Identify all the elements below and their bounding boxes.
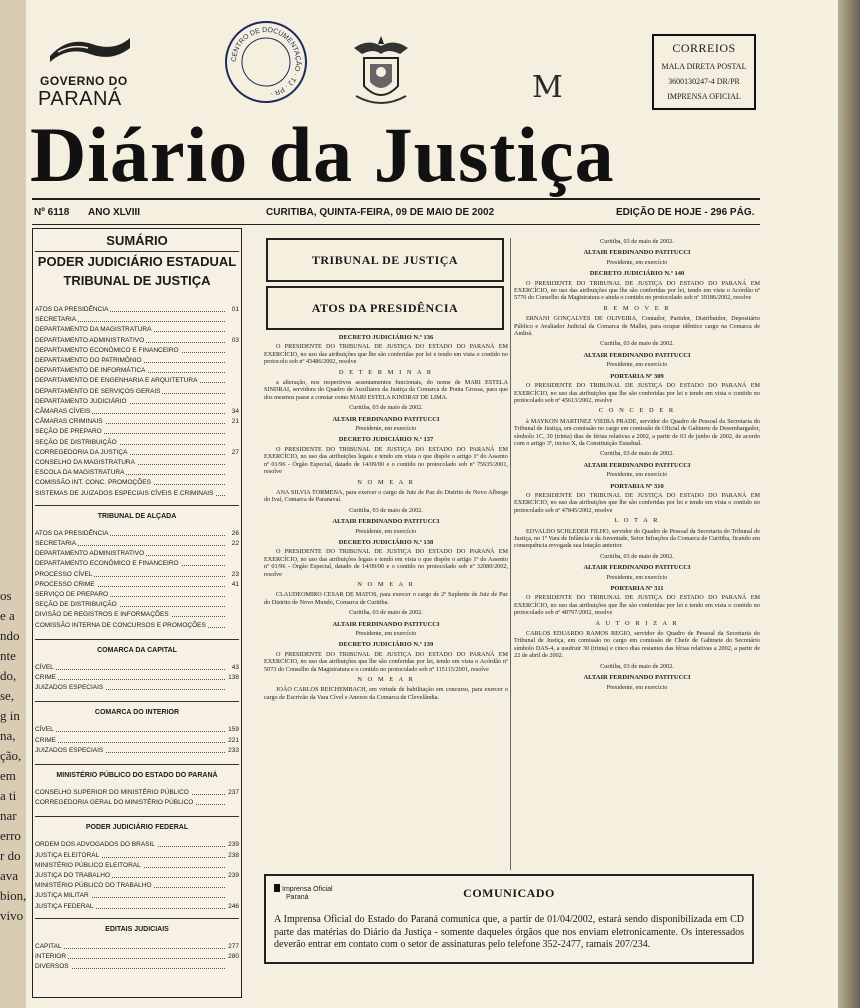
- tribunal-de-justica-heading: TRIBUNAL DE JUSTIÇA: [266, 238, 504, 282]
- portaria-310-title: PORTARIA Nº 310: [610, 482, 664, 490]
- summary-entry-page: 23: [231, 570, 239, 578]
- summary-entry-label: COMISSÃO INTERNA DE CONCURSOS E PROMOÇÕES: [35, 621, 206, 629]
- summary-entry-label: ESCOLA DA MAGISTRATURA: [35, 469, 125, 477]
- summary-entry[interactable]: [35, 942, 239, 952]
- summary-entry-label: DEPARTAMENTO DE ENGENHARIA E ARQUITETURA: [35, 377, 198, 385]
- column-divider: [510, 238, 511, 870]
- decree-138-signer: ALTAIR FERDINANDO PATITUCCI: [332, 620, 440, 628]
- summary-entry-label: MINISTÉRIO PÚBLICO ELEITORAL: [35, 861, 141, 869]
- portaria-311-title: PORTARIA Nº 311: [610, 585, 664, 593]
- summary-entry-label: SEÇÃO DE DISTRIBUIÇÃO: [35, 601, 117, 609]
- summary-entry-label: JUIZADOS ESPECIAIS: [35, 746, 104, 754]
- summary-entry-page: 277: [228, 942, 239, 950]
- summary-entry-label: DEPARTAMENTO DE SERVIÇOS GERAIS: [35, 387, 161, 395]
- decree-137-date: Curitiba, 03 de maio de 2002.: [349, 506, 423, 514]
- right-column: [514, 238, 760, 691]
- decree-139-title: DECRETO JUDICIÁRIO N.º 139: [338, 641, 434, 649]
- imprensa-logo-line2: Paraná: [286, 894, 309, 901]
- portaria-311-date: Curitiba, 03 de maio de 2002.: [600, 662, 674, 670]
- summary-entry-label: ATOS DA PRESIDÊNCIA: [35, 529, 109, 537]
- summary-entry-label: PROCESSO CÍVEL: [35, 570, 93, 578]
- summary-entry-label: SISTEMAS DE JUIZADOS ESPECIAIS CÍVEIS E CRIMINAIS: [35, 489, 214, 497]
- edge-text-fragment: erro: [0, 828, 21, 843]
- summary-entry[interactable]: [35, 621, 239, 631]
- summary-entry-label: JUSTIÇA DO TRABALHO: [35, 872, 111, 879]
- summary-entry[interactable]: [35, 356, 239, 366]
- edge-text-fragment: em: [0, 768, 16, 783]
- decree-137-text: O PRESIDENTE DO TRIBUNAL DE JUSTIÇA DO ESTADO DO PARANÁ EM EXERCÍCIO, no uso das atribuições legais e tendo em vista o que dispõe o artigo 1º do Assento nº 01/96 - Órgão Especial, datado de 14/09/00 e o contido no protocolado sob nº 75635/2001, resolve: [264, 445, 508, 476]
- summary-entry-label: JUSTIÇA MILITAR: [35, 892, 89, 900]
- summary-entry-page: 138: [228, 674, 239, 681]
- summary-divider: [35, 701, 239, 702]
- header-rule-bottom: [32, 224, 760, 225]
- summary-entry[interactable]: [35, 376, 239, 386]
- summary-title: SUMÁRIO: [106, 233, 168, 248]
- summary-entry-label: CORREGEDORIA GERAL DO MINISTÉRIO PÚBLICO: [35, 799, 194, 807]
- portaria-309-signer: ALTAIR FERDINANDO PATITUCCI: [583, 461, 691, 469]
- edge-text-fragment: vivo: [0, 908, 24, 923]
- summary-entry-label: JUIZADOS ESPECIAIS: [35, 684, 104, 692]
- decree-136-signer-role: Presidente, em exercício: [355, 425, 417, 433]
- edge-text-fragment: r do: [0, 848, 21, 863]
- summary-entry-page: 239: [228, 841, 239, 849]
- summary-entry-label: ATOS DA PRESIDÊNCIA: [35, 306, 109, 313]
- summary-entry[interactable]: [35, 962, 239, 972]
- summary-entry-label: DEPARTAMENTO DA MAGISTRATURA: [35, 326, 152, 334]
- coat-of-arms-icon: [348, 34, 414, 112]
- summary-entry[interactable]: [35, 468, 239, 478]
- decree-139-body: JOÃO CARLOS REICHEMBACH, em virtude de habilitação em concurso, para exercer o cargo de Escrivão da Vara Cível e Anexos da Comarca de Clevelândia.: [264, 686, 508, 701]
- summary-entry[interactable]: [35, 590, 239, 600]
- summary-entry[interactable]: [35, 891, 239, 901]
- correios-title: CORREIOS: [672, 41, 736, 55]
- binding-shadow: [838, 0, 860, 1008]
- issue-info-bar: [32, 204, 760, 222]
- gov-logo-line1: GOVERNO DO: [40, 74, 128, 88]
- decree-136-body: a alteração, nos respectivos assentamentos funcionais, do nome de MARI ESTELA SINDRAI, servidora do Quadro de Auxiliares da Justiça da Comarca de Ponta Grossa, para que dos mesmos passe a constar como MARI ESTELA KINDRAT DE LIMA.: [264, 379, 508, 401]
- decree-136-signer: ALTAIR FERDINANDO PATITUCCI: [332, 415, 440, 423]
- summary-entry-page: 01: [231, 306, 239, 313]
- summary-entry[interactable]: [35, 673, 239, 683]
- summary-divider: [35, 505, 239, 506]
- correios-line2: MALA DIRETA POSTAL: [661, 62, 747, 71]
- center-column: [264, 330, 508, 704]
- decree-140-text: O PRESIDENTE DO TRIBUNAL DE JUSTIÇA DO ESTADO DO PARANÁ EM EXERCÍCIO, no uso das atribuições que lhe são conferidas por lei, tendo em vista o Acórdão nº 5776 do Conselho da Magistratura e ainda o contido no protocolado sob nº 39186/2002, resolve: [514, 279, 760, 302]
- masthead-title: Diário da Justiça: [30, 111, 615, 198]
- issue-date: CURITIBA, QUINTA-FEIRA, 09 DE MAIO DE 2002: [266, 207, 495, 218]
- summary-entry[interactable]: [35, 366, 239, 376]
- summary-entry-label: PROCESSO CRIME: [35, 580, 95, 588]
- summary-entry[interactable]: [35, 952, 239, 962]
- summary-divider: [35, 639, 239, 640]
- summary-divider: [35, 251, 239, 252]
- decree-137-action: N O M E A R: [357, 478, 415, 486]
- summary-entry[interactable]: [35, 407, 239, 417]
- summary-entry-label: DEPARTAMENTO ECONÔMICO E FINANCEIRO: [35, 346, 179, 354]
- summary-entry-page: 03: [231, 336, 239, 344]
- previous-page-edge: [0, 0, 26, 1008]
- summary-entry-label: DIVERSOS: [35, 963, 69, 971]
- summary-sidebar: [32, 228, 242, 998]
- edge-text-fragment: nte: [0, 648, 16, 663]
- portaria-311-signer: ALTAIR FERDINANDO PATITUCCI: [583, 674, 691, 682]
- decree-137-title: DECRETO JUDICIÁRIO N.º 137: [338, 436, 434, 444]
- summary-entry-label: JUSTIÇA FEDERAL: [35, 902, 94, 910]
- leader-dots: [35, 742, 225, 743]
- right-date-0: Curitiba, 03 de maio de 2002.: [600, 238, 674, 245]
- summary-entry-page: 41: [231, 580, 239, 588]
- summary-entry-label: DEPARTAMENTO DO PATRIMÔNIO: [35, 357, 142, 364]
- summary-entry-label: CRIME: [35, 736, 56, 744]
- decree-137-signer: ALTAIR FERDINANDO PATITUCCI: [332, 518, 440, 526]
- edge-text-fragment: nar: [0, 808, 17, 823]
- portaria-309-date: Curitiba, 03 de maio de 2002.: [600, 450, 674, 458]
- summary-entry-label: SERVIÇO DE PREPARO: [35, 591, 109, 598]
- summary-divider: [35, 918, 239, 919]
- leader-dots: [35, 731, 225, 732]
- edition-pages: EDIÇÃO DE HOJE - 296 PÁG.: [616, 207, 755, 218]
- summary-entry-page: 233: [228, 746, 239, 754]
- summary-entry-label: CÂMARAS CRIMINAIS: [35, 418, 103, 426]
- portaria-310-date: Curitiba, 03 de maio de 2002.: [600, 552, 674, 560]
- summary-entry-page: 21: [231, 418, 239, 426]
- decree-137-signer-role: Presidente, em exercício: [355, 527, 417, 535]
- summary-entry-page: 239: [228, 872, 239, 879]
- summary-entry[interactable]: [35, 417, 239, 427]
- summary-entry[interactable]: [35, 746, 239, 756]
- summary-entry[interactable]: [35, 663, 239, 673]
- summary-entry-label: INTERIOR: [35, 953, 67, 960]
- decree-140-date: Curitiba, 03 de maio de 2002.: [600, 340, 674, 348]
- decree-138-date: Curitiba, 03 de maio de 2002.: [349, 609, 423, 617]
- edge-text-fragment: ção,: [0, 748, 22, 763]
- summary-entry-page: 221: [228, 736, 239, 744]
- portaria-310-body: EDVALDO SCHLEDER FILHO, servidor do Quadro de Pessoal da Secretaria do Tribunal de Justiça, no 1º Vara de Infância e da Juventude, Setor Infrações da Comarca de Curitiba, ficando em consequência revogada sua lotação anterior.: [514, 527, 760, 550]
- portaria-309-text: O PRESIDENTE DO TRIBUNAL DE JUSTIÇA DO ESTADO DO PARANÁ EM EXERCÍCIO, no uso das atribuições que lhe são conferidas por lei e tendo em vista o contido no protocolado sob nº 45613/2002, resolve: [514, 382, 760, 404]
- summary-entry-page: 237: [228, 789, 239, 796]
- summary-entry[interactable]: [35, 580, 239, 590]
- parana-flag-icon: [48, 34, 132, 64]
- documentation-stamp-icon: [224, 20, 308, 104]
- summary-entry-page: 27: [231, 448, 239, 456]
- svg-text:CENTRO DE DOCUMENTAÇÃO · TJ ·: CENTRO DE DOCUMENTAÇÃO · TJ · PR ·: [230, 26, 302, 97]
- summary-entry-page: 159: [228, 726, 239, 734]
- summary-entry[interactable]: [35, 325, 239, 335]
- atos-da-presidencia-heading: ATOS DA PRESIDÊNCIA: [266, 286, 504, 330]
- summary-entry-page: 280: [228, 953, 239, 960]
- summary-entry[interactable]: [35, 902, 239, 912]
- portaria-310-text: O PRESIDENTE DO TRIBUNAL DE JUSTIÇA DO ESTADO DO PARANÁ EM EXERCÍCIO, no uso das atribuições que lhe são conferidas por lei e tendo em vista o contido no protocolado sob nº 47845/2002, resolve: [514, 491, 760, 514]
- decree-139-signer: ALTAIR FERDINANDO PATITUCCI: [583, 249, 691, 257]
- portaria-310-signer-role: Presidente, em exercício: [606, 573, 668, 581]
- summary-entry-label: DEPARTAMENTO ECONÔMICO E FINANCEIRO: [35, 560, 179, 568]
- decree-138-signer-role: Presidente, em exercício: [355, 630, 417, 637]
- summary-entry[interactable]: [35, 798, 239, 808]
- summary-entry-label: DEPARTAMENTO JUDICIÁRIO: [35, 397, 127, 405]
- summary-divider: [35, 764, 239, 765]
- summary-entry-page: 22: [231, 540, 239, 547]
- decree-138-action: N O M E A R: [357, 580, 415, 588]
- portaria-309-action: C O N C E D E R: [598, 407, 676, 415]
- decree-136-title: DECRETO JUDICIÁRIO N.º 136: [338, 334, 434, 341]
- summary-section-title: MINISTÉRIO PÚBLICO DO ESTADO DO PARANÁ: [56, 772, 218, 779]
- summary-entry[interactable]: [35, 725, 239, 735]
- decree-139-text: O PRESIDENTE DO TRIBUNAL DE JUSTIÇA DO ESTADO DO PARANÁ EM EXERCÍCIO, no uso das atribuições que lhe são conferidas por lei, tendo em vista o Acórdão nº 5073 do Conselho da Magistratura e o contido no protocolado sob nº 115115/2001, resolve: [264, 650, 508, 673]
- summary-entry[interactable]: [35, 489, 239, 499]
- summary-entry[interactable]: [35, 346, 239, 356]
- summary-entry-label: ORDEM DOS ADVOGADOS DO BRASIL: [35, 841, 155, 849]
- portaria-310-action: L O T A R: [614, 517, 660, 525]
- decree-137-body: ANA SILVIA TORMENA, para exercer o cargo de Juiz de Paz do Distrito de Novo Alberge do Ivaí, Comarca de Paranavaí.: [264, 488, 508, 504]
- summary-entry[interactable]: [35, 840, 239, 850]
- summary-entry-label: CÍVEL: [35, 663, 54, 671]
- portaria-309-body: à MAYKON MARTINEZ VIEIRA PRADE, servidor do Quadro de Pessoal da Secretaria do Tribunal de Justiça, em comissão no cargo em comissão de Oficial de Gabinete de Desembargador, símbolo 1C, 30 (trinta) dias de férias relativas a 2002, a partir de 03 de junho de 2002, de acordo com o artigo 3º, inciso X, da Constituição Estadual.: [514, 417, 760, 447]
- decree-139-signer-role: Presidente, em exercício: [606, 258, 668, 266]
- summary-section-title: COMARCA DA CAPITAL: [97, 646, 177, 654]
- summary-entry[interactable]: [35, 387, 239, 397]
- decree-140-action: R E M O V E R: [603, 304, 671, 312]
- summary-entry[interactable]: [35, 736, 239, 746]
- portaria-310-signer: ALTAIR FERDINANDO PATITUCCI: [583, 564, 691, 572]
- imprensa-logo-line1: Imprensa Oficial: [282, 886, 333, 893]
- summary-entry-label: CONSELHO SUPERIOR DO MINISTÉRIO PÚBLICO: [35, 789, 189, 796]
- summary-divider: [35, 816, 239, 817]
- summary-entry-page: 26: [231, 529, 239, 537]
- decree-140-body: ERNANI GONÇALVES DE OLIVEIRA, Contador, Partidor, Distribuidor, Depositário Público e Avaliador Judicial da Comarca de Mallet, para ocupar idêntico cargo na Comarca de Andirá.: [514, 315, 760, 338]
- summary-entry[interactable]: [35, 336, 239, 346]
- edge-text-fragment: ndo: [0, 628, 20, 643]
- portaria-311-text: O PRESIDENTE DO TRIBUNAL DE JUSTIÇA DO ESTADO DO PARANÁ EM EXERCÍCIO, no uso das atribuições que lhe são conferidas por lei e tendo em vista o contido no protocolado sob nº 48797/2002, resolve: [514, 594, 760, 617]
- summary-entry[interactable]: [35, 438, 239, 448]
- gov-logo-line2: PARANÁ: [38, 88, 122, 110]
- decree-140-signer-role: Presidente, em exercício: [606, 361, 668, 369]
- leader-dots: [35, 669, 225, 670]
- summary-entry-label: COMISSÃO INT. CONC. PROMOÇÕES: [35, 479, 151, 487]
- decree-140-title: DECRETO JUDICIÁRIO N.º 140: [589, 270, 685, 278]
- summary-entry-label: SEÇÃO DE PREPARO: [35, 428, 102, 436]
- comunicado-box: [264, 874, 754, 964]
- summary-entry[interactable]: [35, 610, 239, 620]
- leader-dots: [35, 679, 225, 680]
- summary-entry[interactable]: [35, 397, 239, 407]
- summary-entry-label: MINISTÉRIO PÚBLICO DO TRABALHO: [35, 882, 152, 890]
- summary-entry[interactable]: [35, 305, 239, 315]
- summary-entry-label: DIVISÃO DE REGISTROS E INFORMAÇÕES: [35, 611, 169, 619]
- summary-entry[interactable]: [35, 448, 239, 458]
- summary-entry[interactable]: [35, 600, 239, 610]
- summary-entry-page: 238: [228, 851, 239, 859]
- summary-entry-label: CONSELHO DA MAGISTRATURA: [35, 459, 135, 466]
- summary-section-title: EDITAIS JUDICIAIS: [105, 925, 169, 933]
- portaria-309-signer-role: Presidente, em exercício: [606, 471, 668, 479]
- decree-138-body: CLAUDEOMIRO CESAR DE MATOS, para exercer o cargo de 2º Suplente de Juiz de Paz do Distrito de Novo Mundo, Comarca de Curitiba.: [264, 591, 508, 606]
- governo-parana-logo: [34, 28, 144, 114]
- summary-entry[interactable]: [35, 458, 239, 468]
- summary-subtitle-estadual: PODER JUDICIÁRIO ESTADUAL: [37, 254, 237, 269]
- summary-entry[interactable]: [35, 539, 239, 549]
- summary-entry-label: DEPARTAMENTO ADMINISTRATIVO: [35, 550, 145, 558]
- edge-text-fragment: bion,: [0, 888, 26, 903]
- summary-entry[interactable]: [35, 427, 239, 437]
- summary-entry[interactable]: [35, 478, 239, 488]
- edge-text-fragment: a ti: [0, 788, 17, 803]
- decree-138-text: O PRESIDENTE DO TRIBUNAL DE JUSTIÇA DO ESTADO DO PARANÁ EM EXERCÍCIO, no uso das atribuições legais e tendo em vista o que dispõe o artigo 1º do Assento nº 01/96 - Órgão Especial, datado de 14/09/00 e o contido no protocolado sob nº 32080/2002, resolve: [264, 548, 508, 578]
- summary-entry-page: 246: [228, 902, 239, 910]
- decree-136-action: D E T E R M I N A R: [338, 368, 434, 376]
- summary-entry-label: DEPARTAMENTO DE INFORMÁTICA: [35, 367, 146, 375]
- summary-entry-label: SECRETARIA: [35, 540, 77, 547]
- edge-text-fragment: os: [0, 588, 12, 603]
- summary-entry[interactable]: [35, 315, 239, 325]
- correios-line3: 3600130247-4 DR/PR: [668, 77, 740, 86]
- summary-entry-label: CÂMARAS CÍVEIS: [35, 408, 91, 415]
- issue-number: Nº 6118: [34, 207, 70, 218]
- edge-text-fragment: ava: [0, 868, 19, 883]
- summary-entry[interactable]: [35, 871, 239, 881]
- summary-entry[interactable]: [35, 881, 239, 891]
- edge-text-fragment: se,: [0, 688, 15, 703]
- edge-text-fragment: na,: [0, 728, 16, 743]
- issue-year: ANO XLVIII: [88, 207, 141, 218]
- summary-entry-label: DEPARTAMENTO ADMINISTRATIVO: [35, 336, 145, 344]
- comunicado-body: A Imprensa Oficial do Estado do Paraná comunica que, a partir de 01/04/2002, estará sendo disponibilizada em CD parte das matérias do Diário da Justiça - somente daqueles órgãos que nos enviam eletronicamente. Os interessados deverão entrar em contato com o setor de assinaturas pelo telefone 352-2477, ramais 207/234.: [274, 914, 744, 950]
- decree-140-signer: ALTAIR FERDINANDO PATITUCCI: [583, 351, 691, 359]
- summary-entry[interactable]: [35, 529, 239, 539]
- correios-postal-box: [652, 34, 756, 110]
- header-rule-top: [32, 198, 760, 200]
- summary-entry-label: CRIME: [35, 674, 56, 681]
- summary-entry[interactable]: [35, 559, 239, 569]
- summary-entry[interactable]: [35, 788, 239, 798]
- summary-entry-label: CORREGEDORIA DA JUSTIÇA: [35, 448, 128, 456]
- portaria-311-body: CARLOS EDUARDO RAMOS REGIO, servidor do Quadro de Pessoal da Secretaria do Tribunal de Justiça, em comissão no cargo em comissão de Chefe de Gabinete do Secretário símbolo DAS-4, a usufruir 30 (trinta) e cinco dias restantes das férias relativas a 2002, a partir de 22 de abril de 2002.: [514, 630, 760, 660]
- correios-line4: IMPRENSA OFICIAL: [667, 92, 741, 101]
- summary-entry[interactable]: [35, 683, 239, 693]
- summary-entry[interactable]: [35, 549, 239, 559]
- summary-entry-label: JUSTIÇA ELEITORAL: [35, 851, 100, 859]
- summary-entry[interactable]: [35, 570, 239, 580]
- summary-section-title: TRIBUNAL DE ALÇADA: [97, 512, 177, 520]
- summary-section-title: COMARCA DO INTERIOR: [94, 709, 180, 717]
- decree-136-date: Curitiba, 03 de maio de 2002.: [349, 404, 423, 412]
- summary-entry[interactable]: [35, 861, 239, 871]
- summary-section-title: PODER JUDICIÁRIO FEDERAL: [85, 824, 189, 832]
- decree-139-action: N O M E A R: [357, 676, 415, 684]
- edge-text-fragment: e a: [0, 608, 15, 623]
- edge-text-fragment: g in: [0, 708, 20, 723]
- decree-136-text: O PRESIDENTE DO TRIBUNAL DE JUSTIÇA DO ESTADO DO PARANÁ EM EXERCÍCIO, no uso das atribuições que lhe são conferidas por lei e tendo em vista o contido no protocolo sob nº 43486/2002, resolve: [264, 343, 508, 366]
- summary-entry[interactable]: [35, 851, 239, 861]
- summary-subtitle-tj: TRIBUNAL DE JUSTIÇA: [63, 273, 211, 288]
- summary-entry-page: 43: [231, 663, 239, 671]
- portaria-311-signer-role: Presidente, em exercício: [606, 683, 668, 691]
- portaria-309-title: PORTARIA Nº 309: [610, 372, 664, 380]
- handwritten-mark: M: [532, 70, 563, 105]
- decree-138-title: DECRETO JUDICIÁRIO N.º 138: [338, 538, 434, 546]
- newspaper-page: [26, 0, 838, 1008]
- summary-entry-label: SECRETARIA: [35, 316, 77, 324]
- portaria-311-action: A U T O R I Z A R: [595, 619, 679, 627]
- summary-entry-label: SEÇÃO DE DISTRIBUIÇÃO: [35, 438, 117, 446]
- summary-entry-label: CAPITAL: [35, 942, 62, 950]
- edge-text-fragment: do,: [0, 668, 17, 683]
- comunicado-title: COMUNICADO: [463, 886, 555, 900]
- summary-entry-label: CÍVEL: [35, 726, 54, 734]
- summary-entry-page: 34: [231, 408, 239, 415]
